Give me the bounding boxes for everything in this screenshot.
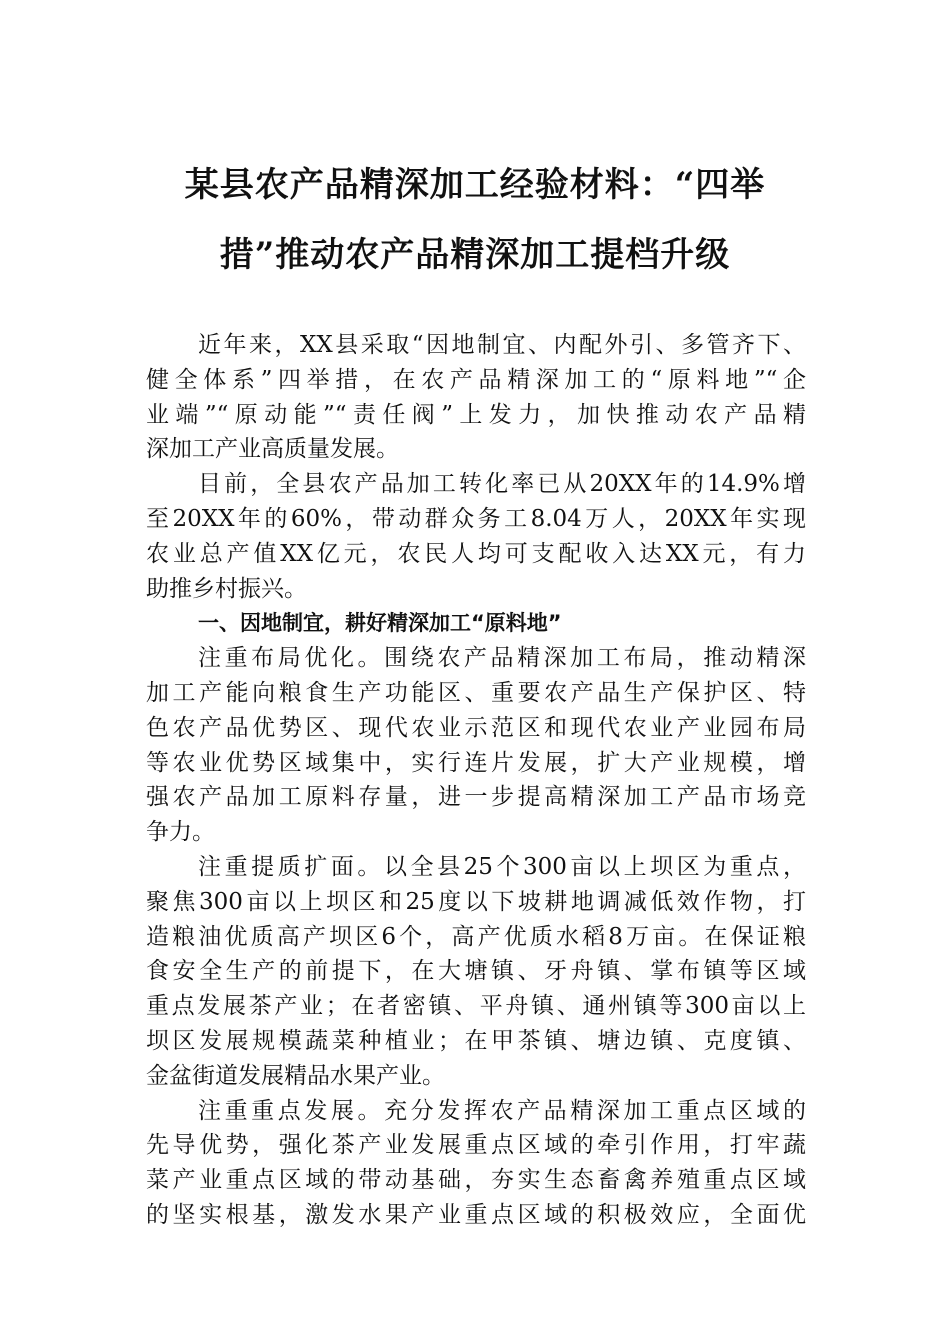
text-line: 近年来，XX县采取“因地制宜、内配外引、多管齐下、 [198,332,806,358]
text-line: 坝区发展规模蔬菜种植业；在甲茶镇、塘边镇、克度镇、 [146,1027,806,1054]
section-heading [146,606,806,641]
text-line: 金盆街道发展精品水果产业。 [146,1062,445,1089]
paragraph [146,328,806,467]
text-line: 等农业优势区域集中，实行连片发展，扩大产业规模，增 [146,749,806,776]
paragraph [146,850,806,1094]
text-line: 农业总产值XX亿元，农民人均可支配收入达XX元，有力 [146,540,806,567]
text-line: 注重提质扩面。以全县25个300亩以上坝区为重点， [198,853,806,880]
title-line-2: 措”推动农产品精深加工提档升级 [219,235,731,275]
text-line: 色农产品优势区、现代农业示范区和现代农业产业园布局 [146,714,806,741]
text-line: 至20XX年的60%，带动群众务工8.04万人，20XX年实现 [146,505,806,532]
text-line: 深加工产业高质量发展。 [146,436,399,463]
text-line: 注重布局优化。围绕农产品精深加工布局，推动精深 [198,645,806,672]
paragraph [146,1094,806,1233]
text-line: 注重重点发展。充分发挥农产品精深加工重点区域的 [198,1097,806,1124]
paragraph [146,641,806,850]
text-line: 健全体系”四举措，在农产品精深加工的“原料地”“企 [146,366,806,393]
text-line: 重点发展茶产业；在者密镇、平舟镇、通州镇等300亩以上 [146,993,806,1020]
text-line: 造粮油优质高产坝区6个，高产优质水稻8万亩。在保证粮 [146,923,806,950]
text-line: 目前，全县农产品加工转化率已从20XX年的14.9%增 [198,471,806,498]
text-line: 的坚实根基，激发水果产业重点区域的积极效应，全面优 [146,1201,806,1228]
text-line: 强农产品加工原料存量，进一步提高精深加工产品市场竞 [146,784,806,811]
text-line: 助推乡村振兴。 [146,575,307,602]
paragraph [146,467,806,606]
text-line: 一、因地制宜，耕好精深加工“原料地” [198,611,562,636]
text-line: 先导优势，强化茶产业发展重点区域的牵引作用，打牢蔬 [146,1132,806,1159]
text-line: 聚焦300亩以上坝区和25度以下坡耕地调减低效作物，打 [146,888,806,915]
text-line: 业端”“原动能”“责任阀”上发力，加快推动农产品精 [146,401,806,428]
text-line: 菜产业重点区域的带动基础，夯实生态畜禽养殖重点区域 [146,1167,806,1194]
document-body [146,328,806,1233]
title-line-1: 某县农产品精深加工经验材料：“四举 [184,165,766,205]
text-line: 争力。 [146,819,215,846]
text-line: 食安全生产的前提下，在大塘镇、牙舟镇、掌布镇等区域 [146,958,806,985]
text-line: 加工产能向粮食生产功能区、重要农产品生产保护区、特 [146,679,806,706]
document-title [0,150,950,290]
